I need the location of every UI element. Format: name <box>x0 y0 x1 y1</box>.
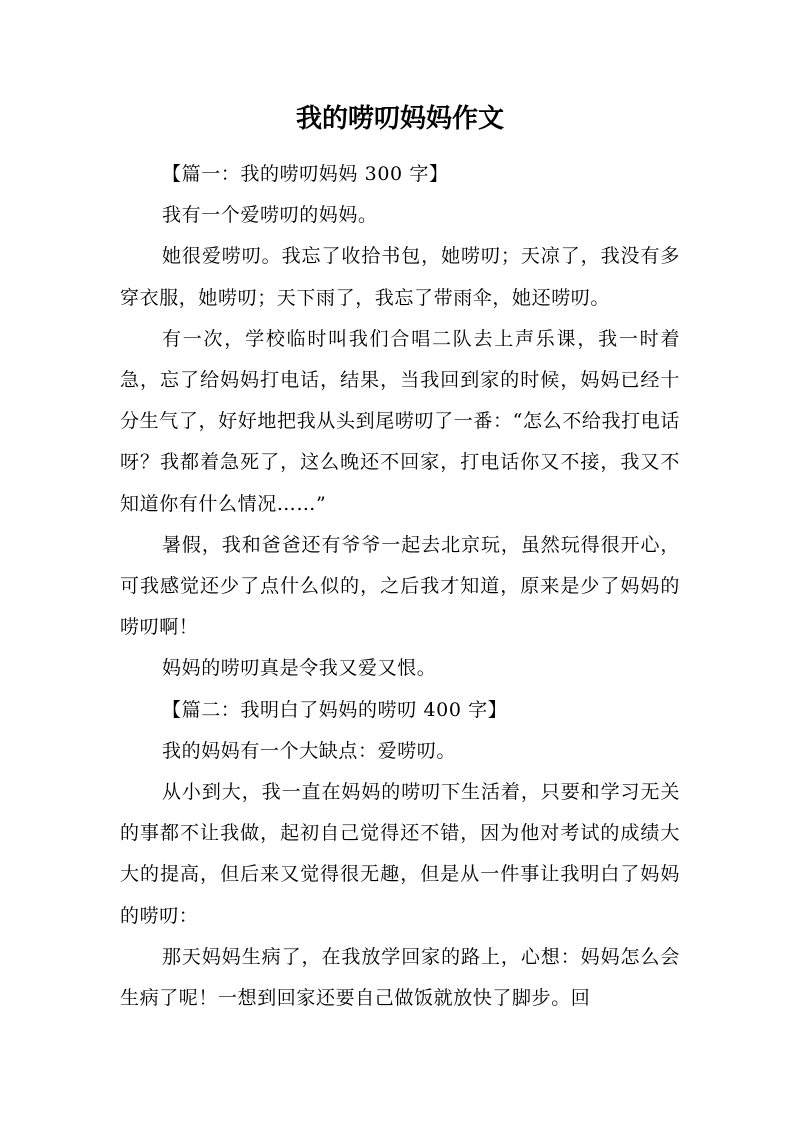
paragraph: 她很爱唠叨。我忘了收拾书包，她唠叨；天凉了，我没有多穿衣服，她唠叨；天下雨了，我忘了带雨伞，她还唠叨。 <box>120 245 680 309</box>
essay-body <box>120 154 680 1019</box>
paragraph: 我有一个爱唠叨的妈妈。 <box>162 204 378 227</box>
paragraph: 我的妈妈有一个大缺点：爱唠叨。 <box>162 739 457 762</box>
paragraph: 那天妈妈生病了，在我放学回家的路上，心想：妈妈怎么会生病了呢！一想到回家还要自己做饭就放快了脚步。回 <box>120 945 680 1010</box>
paragraph: 有一次，学校临时叫我们合唱二队去上声乐课，我一时着急，忘了给妈妈打电话，结果，当我回到家的时候，妈妈已经十分生气了，好好地把我从头到尾唠叨了一番：“怎么不给我打电话呀？我都着急死了，这么晚还不回家，打电话你又不接，我又不知道你有什么情况……” <box>120 327 680 515</box>
paragraph: 从小到大，我一直在妈妈的唠叨下生活着，只要和学习无关的事都不让我做，起初自己觉得还不错，因为他对考试的成绩大大的提高，但后来又觉得很无趣，但是从一件事让我明白了妈妈的唠叨： <box>120 781 680 927</box>
paragraph: 妈妈的唠叨真是令我又爱又恨。 <box>162 657 437 680</box>
page-title: 我的唠叨妈妈作文 <box>295 104 504 134</box>
section-heading: 【篇一：我的唠叨妈妈 300 字】 <box>162 163 449 185</box>
paragraph: 暑假，我和爸爸还有爷爷一起去北京玩，虽然玩得很开心，可我感觉还少了点什么似的，之后我才知道，原来是少了妈妈的唠叨啊！ <box>120 533 680 639</box>
section-heading: 【篇二：我明白了妈妈的唠叨 400 字】 <box>162 698 508 721</box>
